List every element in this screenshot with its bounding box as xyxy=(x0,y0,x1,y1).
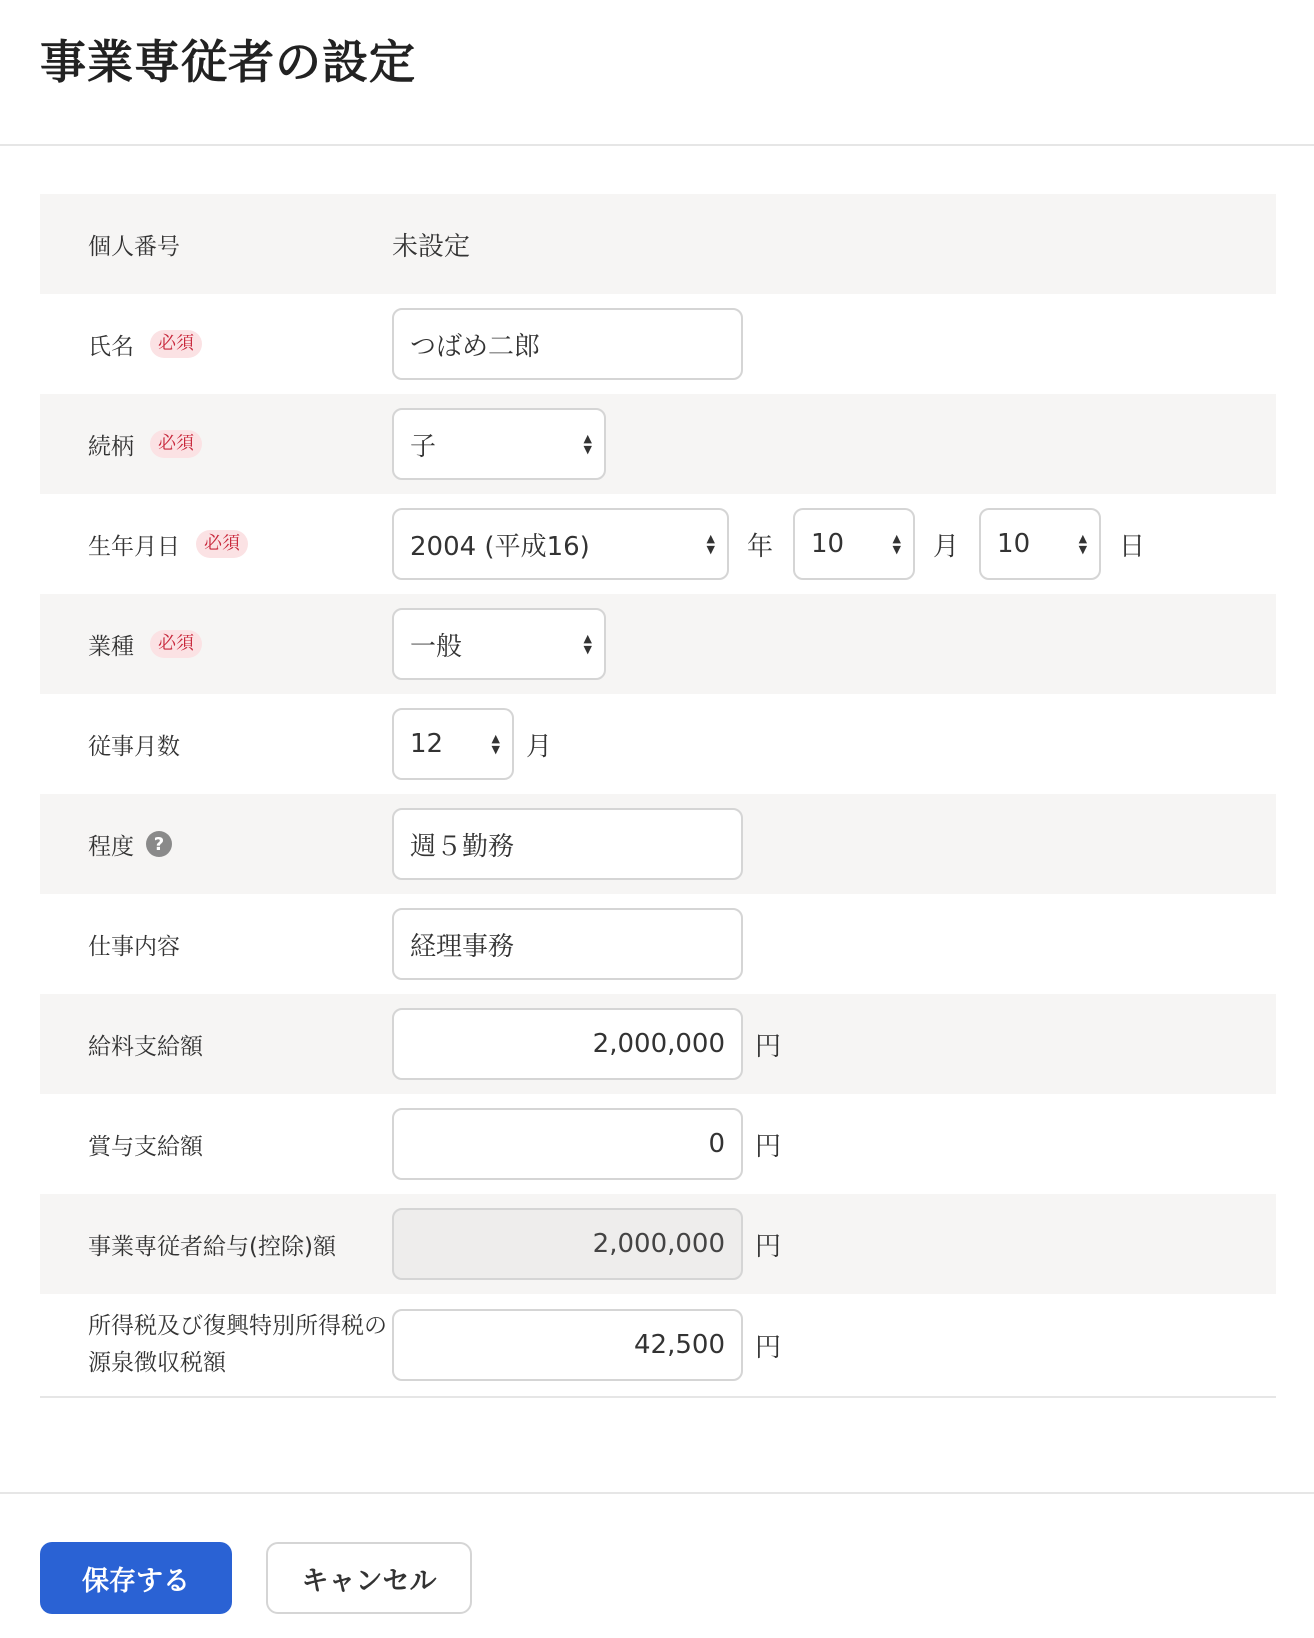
select-arrows-icon: ▲ ▼ xyxy=(1078,532,1088,556)
page-title: 事業専従者の設定 xyxy=(40,35,416,89)
deduction-input xyxy=(392,1208,743,1280)
name-input[interactable] xyxy=(392,308,743,380)
row-job-content xyxy=(40,894,1276,994)
month-unit: 月 xyxy=(933,531,960,562)
row-degree xyxy=(40,794,1276,894)
form-footer xyxy=(0,1492,1314,1614)
my-number-value: 未設定 xyxy=(392,231,471,262)
withholding-input[interactable] xyxy=(392,1309,743,1381)
required-badge: 必須 xyxy=(196,530,248,558)
bonus-label: 賞与支給額 xyxy=(88,1133,203,1160)
months-unit: 月 xyxy=(526,731,553,762)
cancel-button[interactable]: キャンセル xyxy=(266,1542,472,1614)
name-label: 氏名 xyxy=(88,333,134,360)
job-content-input[interactable] xyxy=(392,908,743,980)
save-button[interactable]: 保存する xyxy=(40,1542,232,1614)
required-badge: 必須 xyxy=(150,630,202,658)
months-worked-value: 12 xyxy=(410,729,444,759)
day-unit: 日 xyxy=(1119,531,1146,562)
row-relationship xyxy=(40,394,1276,494)
birthdate-label: 生年月日 xyxy=(88,533,180,560)
row-bonus xyxy=(40,1094,1276,1194)
year-unit: 年 xyxy=(747,531,774,562)
birth-year-select[interactable] xyxy=(392,508,729,580)
relationship-select[interactable] xyxy=(392,408,606,480)
degree-label: 程度 xyxy=(88,833,134,860)
row-industry xyxy=(40,594,1276,694)
yen-unit: 円 xyxy=(755,1332,782,1363)
row-birthdate xyxy=(40,494,1276,594)
row-name xyxy=(40,294,1276,394)
birth-day-value: 10 xyxy=(997,529,1031,559)
select-arrows-icon: ▲ ▼ xyxy=(583,432,592,456)
select-arrows-icon: ▲ ▼ xyxy=(491,732,500,756)
industry-select[interactable] xyxy=(392,608,606,680)
employee-form xyxy=(40,194,1276,1398)
withholding-label xyxy=(88,1308,387,1382)
months-worked-select[interactable] xyxy=(392,708,514,780)
birth-day-select[interactable] xyxy=(979,508,1101,580)
row-salary xyxy=(40,994,1276,1094)
yen-unit: 円 xyxy=(755,1031,782,1062)
deduction-label: 事業専従者給与(控除)額 xyxy=(88,1233,336,1260)
required-badge: 必須 xyxy=(150,330,202,358)
row-deduction xyxy=(40,1194,1276,1294)
withholding-label-line2: 源泉徴収税額 xyxy=(88,1350,226,1376)
industry-label: 業種 xyxy=(88,633,134,660)
select-arrows-icon: ▲ ▼ xyxy=(706,532,715,556)
row-withholding xyxy=(40,1294,1276,1396)
birth-year-value: 2004 (平成16) xyxy=(410,531,590,562)
my-number-label: 個人番号 xyxy=(88,233,180,260)
months-worked-label: 従事月数 xyxy=(88,733,180,760)
relationship-selected-value: 子 xyxy=(410,431,437,462)
select-arrows-icon: ▲ ▼ xyxy=(583,632,592,656)
required-badge: 必須 xyxy=(150,430,202,458)
select-arrows-icon: ▲ ▼ xyxy=(892,532,902,556)
row-my-number xyxy=(40,194,1276,294)
yen-unit: 円 xyxy=(755,1231,782,1262)
birth-month-value: 10 xyxy=(811,529,845,559)
help-icon[interactable]: ? xyxy=(146,831,172,857)
bonus-input[interactable] xyxy=(392,1108,743,1180)
salary-label: 給料支給額 xyxy=(88,1033,203,1060)
job-content-label: 仕事内容 xyxy=(88,933,180,960)
birth-month-select[interactable] xyxy=(793,508,915,580)
industry-selected-value: 一般 xyxy=(410,631,463,662)
row-months-worked xyxy=(40,694,1276,794)
salary-input[interactable] xyxy=(392,1008,743,1080)
relationship-label: 続柄 xyxy=(88,433,134,460)
withholding-label-line1: 所得税及び復興特別所得税の xyxy=(88,1313,387,1339)
page-header xyxy=(0,0,1314,146)
yen-unit: 円 xyxy=(755,1131,782,1162)
degree-input[interactable] xyxy=(392,808,743,880)
